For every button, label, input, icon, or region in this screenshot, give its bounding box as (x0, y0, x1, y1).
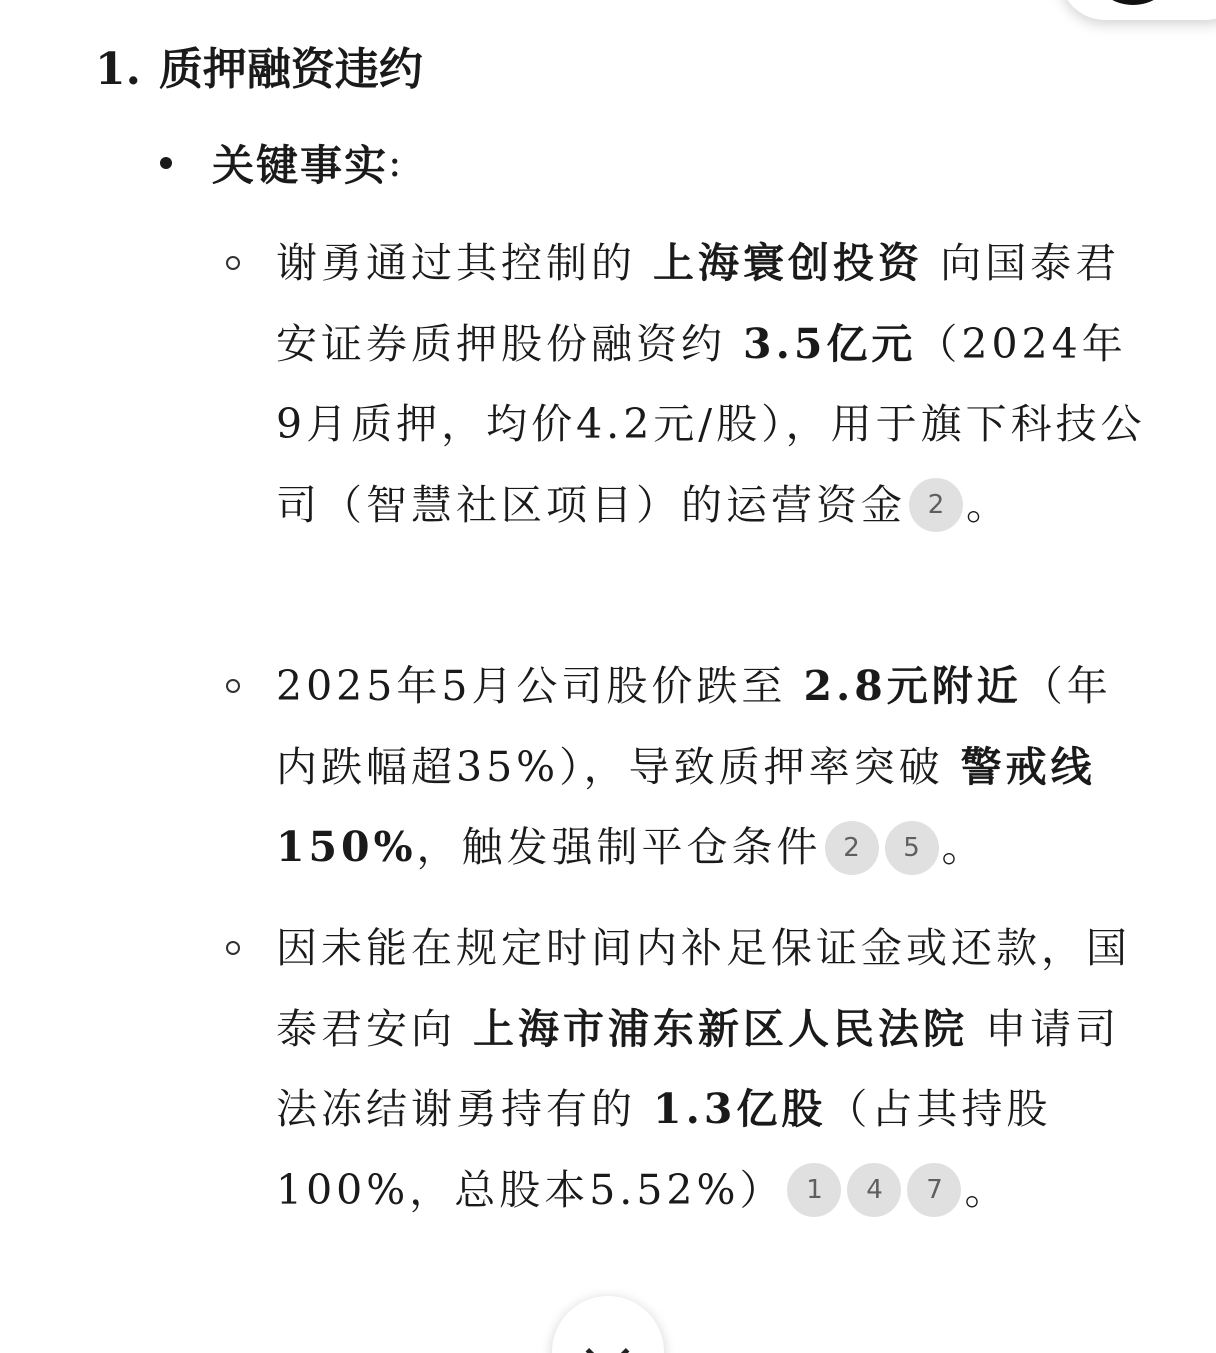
fact-highlight: 警戒线150% (276, 742, 1096, 871)
fact-text: ，触发强制平仓条件 (416, 823, 822, 871)
section-heading (95, 38, 423, 102)
citation-badge[interactable]: 7 (907, 1163, 961, 1217)
circle-bullet-icon (226, 941, 240, 955)
citation-badge[interactable]: 1 (787, 1163, 841, 1217)
top-floating-button[interactable] (1060, 0, 1216, 20)
citation-badge[interactable]: 5 (885, 821, 939, 875)
fact-end: 。 (966, 480, 1011, 529)
fact-item-3 (276, 908, 1146, 1230)
fact-highlight: 上海市浦东新区人民法院 (473, 1004, 969, 1053)
section-number: 1. (95, 44, 141, 95)
fact-text: （年内跌幅超35%），导致质押率突破 (276, 662, 1112, 791)
circle-bullet-icon (226, 256, 240, 270)
fact-item-1 (276, 223, 1146, 545)
fact-text: 2025年5月公司股价跌至 (276, 662, 804, 710)
fact-text: （占其持股100%，总股本5.52%） (276, 1085, 1052, 1214)
menu-fab-icon (1088, 0, 1178, 5)
fact-highlight: 上海寰创投资 (653, 239, 924, 287)
fact-end: 。 (941, 823, 987, 871)
fact-highlight: 1.3亿股 (653, 1085, 827, 1133)
fact-text: （2024年9月质押，均价4.2元/股），用于旗下科技公司（智慧社区项目）的运营资金 (276, 319, 1146, 529)
fact-end: 。 (964, 1165, 1010, 1214)
citation-badge[interactable]: 2 (825, 821, 879, 875)
section-title: 质押融资违约 (158, 44, 423, 95)
scroll-down-chevron-icon (586, 1330, 630, 1353)
key-facts-colon: : (388, 140, 402, 186)
circle-bullet-icon (226, 679, 240, 693)
key-facts-bullet (160, 131, 402, 195)
citation-badge[interactable]: 4 (847, 1163, 901, 1217)
bullet-icon (160, 157, 172, 169)
scroll-down-button[interactable] (552, 1296, 664, 1353)
fact-item-2 (276, 646, 1146, 888)
fact-text: 申请司法冻结谢勇持有的 (276, 1004, 1121, 1133)
citation-badge[interactable]: 2 (909, 478, 963, 532)
fact-text: 因未能在规定时间内补足保证金或还款，国泰君安向 (276, 924, 1131, 1053)
key-facts-label: 关键事实 (212, 141, 389, 190)
fact-highlight: 3.5亿元 (743, 319, 917, 368)
fact-highlight: 2.8元附近 (803, 662, 1022, 710)
fact-text: 向国泰君安证券质押股份融资约 (276, 239, 1121, 368)
fact-text: 谢勇通过其控制的 (276, 239, 654, 287)
